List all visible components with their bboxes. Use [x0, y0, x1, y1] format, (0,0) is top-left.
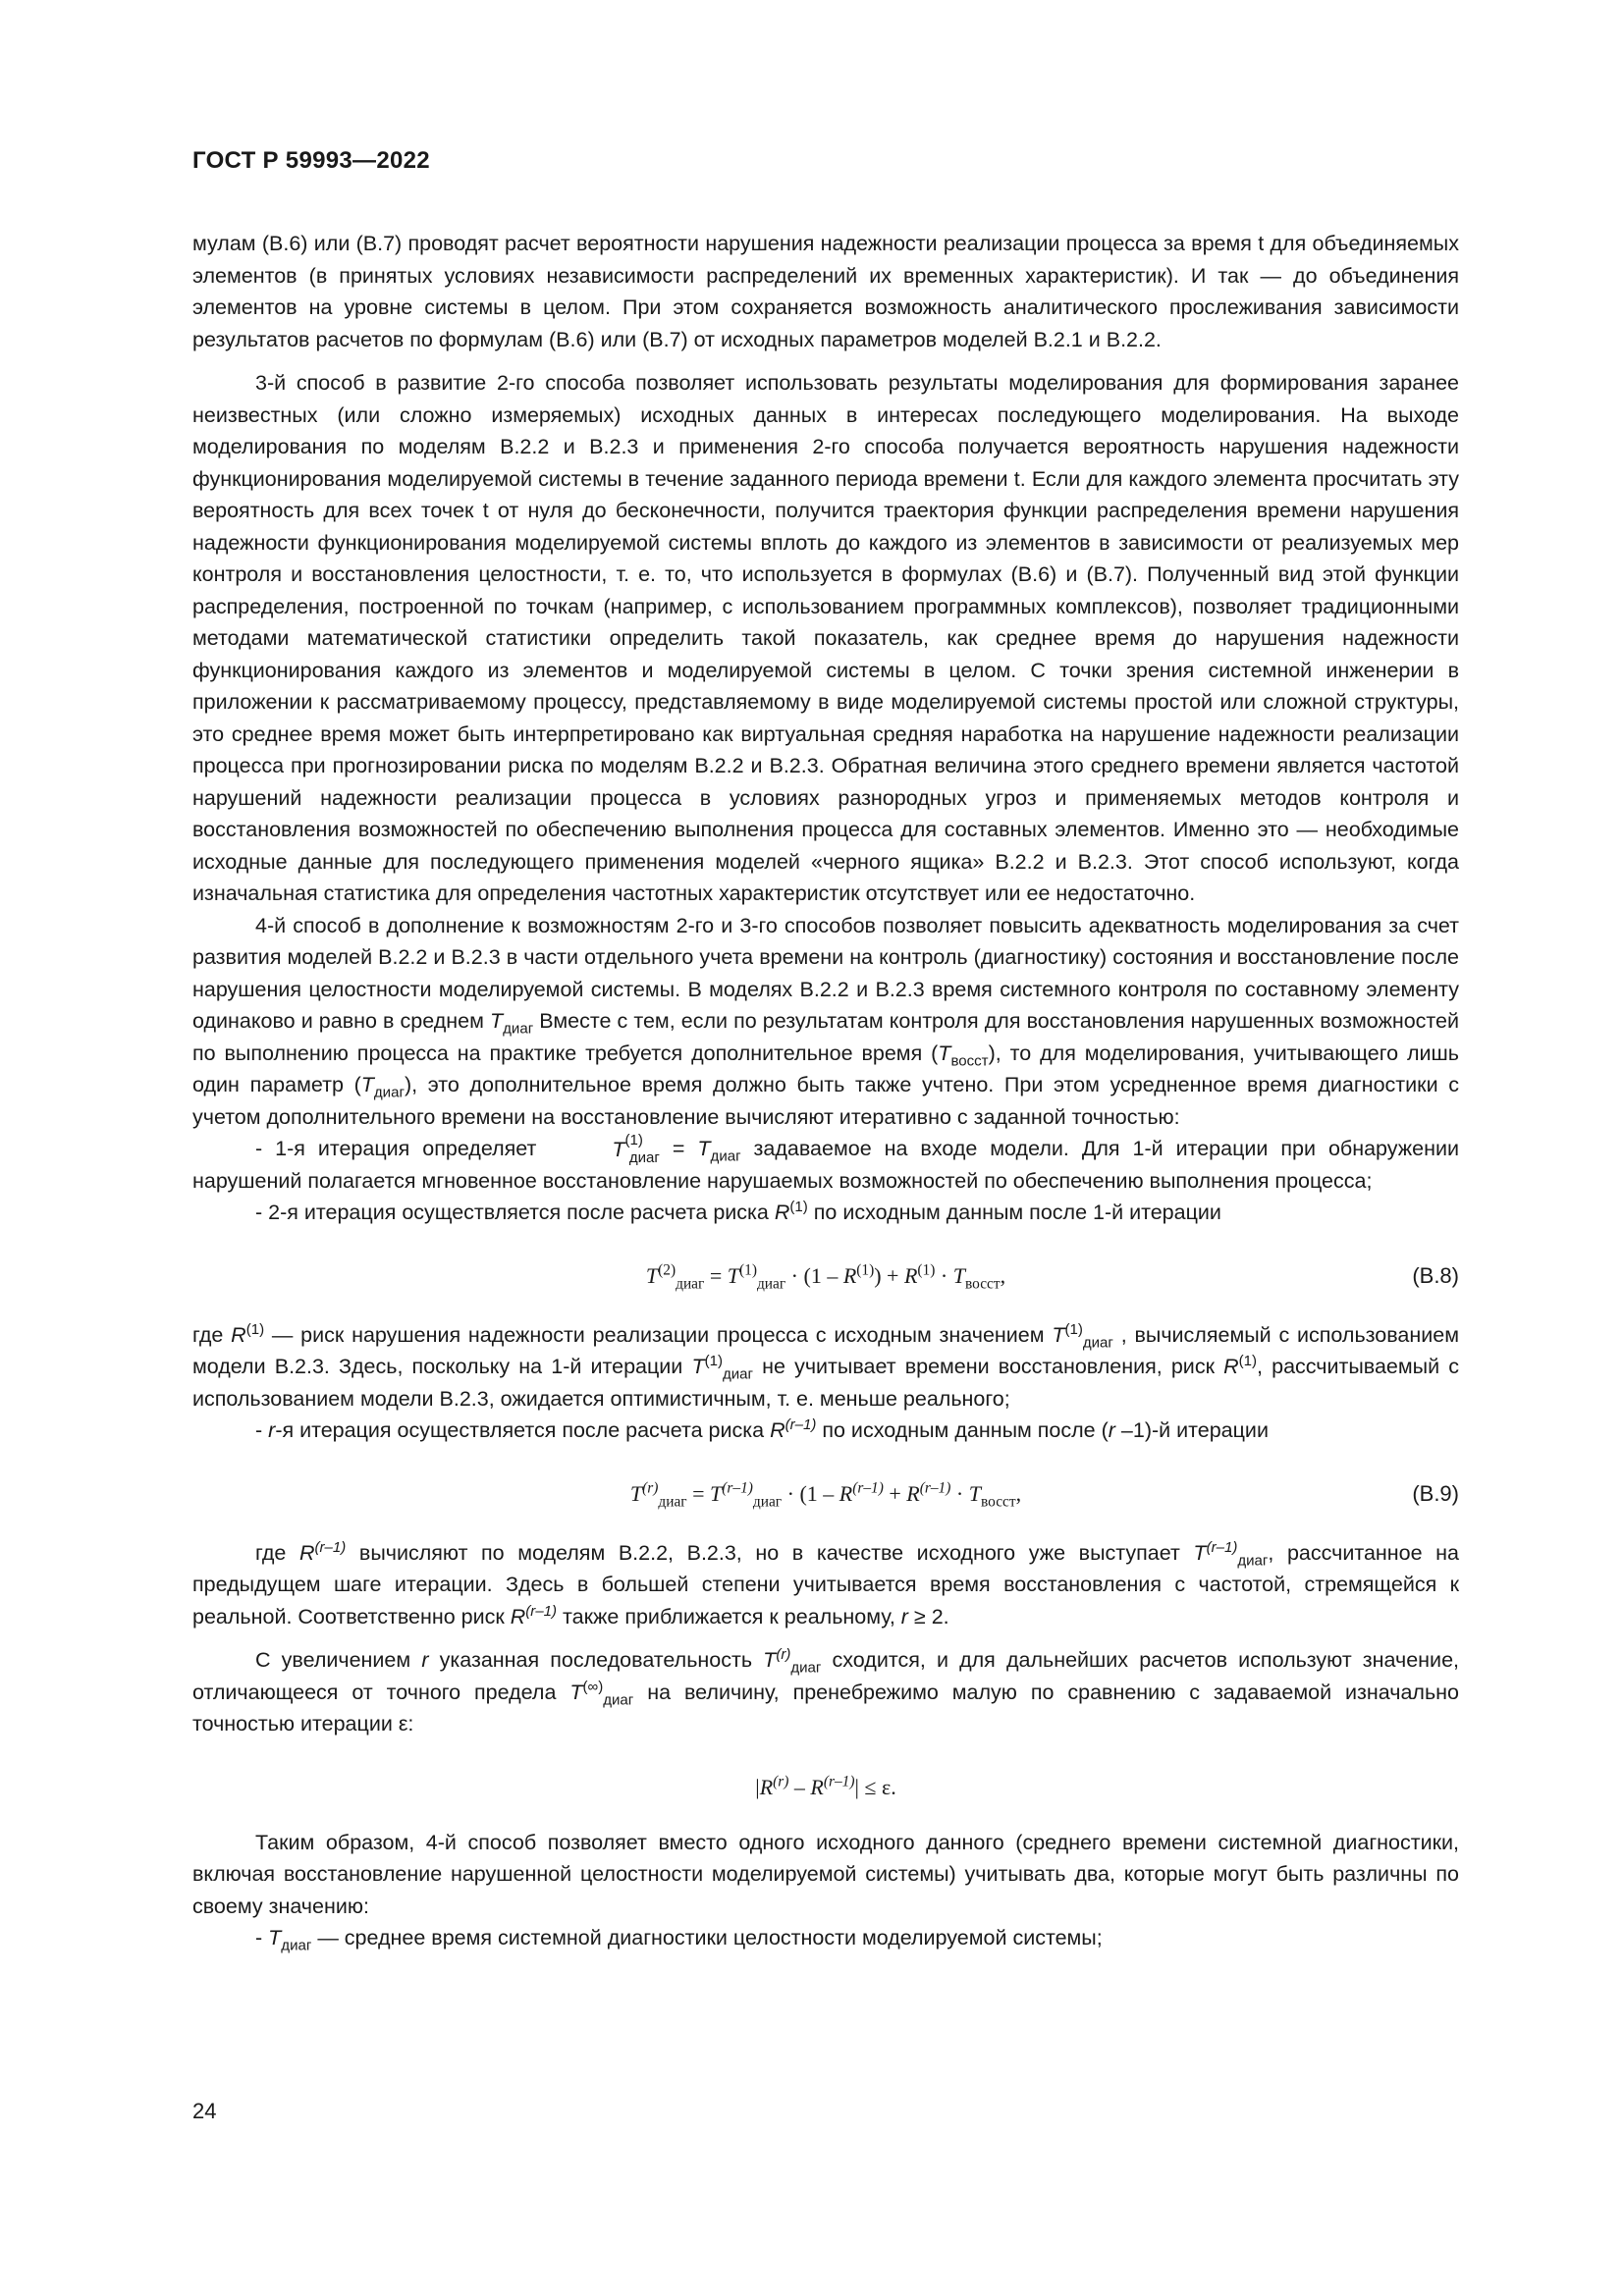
- formula-epsilon-expression: $|R^{(r)} - R^{(r-1)}| \le \varepsilon$.: [755, 1773, 896, 1799]
- paragraph-method-3: 3-й способ в развитие 2-го способа позволяет использовать результаты моделирования для формирования заранее неизвестных (или сложно измеряемых) исходных данных в интересах последующего моделирования. На выходе моделирования по моделям В.2.2 и В.2.3 и применения 2-го способа получается вероятность нарушения надежности функционирования моделируемой системы в течение заданного периода времени t. Если для каждого элемента просчитать эту вероятность для всех точек t от нуля до бесконечности, получится траектория функции распределения времени нарушения надежности функционирования моделируемой системы вплоть до каждого из элементов в зависимости от реализуемых мер контроля и восстановления целостности, т. е. то, что используется в формулах (В.6) и (В.7). Полученный вид этой функции распределения, построенной по точкам (например, с использованием программных комплексов), позволяет традиционными методами математической статистики определить такой показатель, как среднее время до нарушения надежности функционирования каждого из элементов и моделируемой системы в целом. С точки зрения системной инженерии в приложении к рассматриваемому процессу, представляемому в виде моделируемой системы простой или сложной структуры, это среднее время может быть интерпретировано как виртуальная средняя наработка на нарушение надежности реализации процесса при прогнозировании риска по моделям В.2.2 и В.2.3. Обратная величина этого среднего времени является частотой нарушений надежности реализации процесса в условиях разнородных угроз и применяемых методов контроля и восстановления возможностей по обеспечению выполнения процесса для составных элементов. Именно это — необходимые исходные данные для последующего применения моделей «черного ящика» В.2.2 и В.2.3. Этот способ используют, когда изначальная статистика для определения частотных характеристик отсутствует или ее недостаточно.: [192, 371, 1459, 905]
- formula-b9-expression: $T^{(r)}_{диаг} = T^{(r-1)}_{диаг} \cdot (1 - R^{(r-1)} + R^{(r-1)} \cdot T_{восст}$,: [629, 1479, 1022, 1510]
- paragraph-summary: Таким образом, 4-й способ позволяет вместо одного исходного данного (среднего времени системной диагностики, включая восстановление нарушенной целостности моделируемой системы) учитывать два, которые могут быть различны по своему значению:: [192, 1830, 1459, 1918]
- list-item-iteration-r: - r-я итерация осуществляется после расчета риска $R^{(r-1)}$ по исходным данным после (r –1)-й итерации: [255, 1415, 1269, 1442]
- list-item-iteration-1: - 1-я итерация определяет $T^{(1)}_{диаг} = T_{диаг}$ задаваемое на входе модели. Для 1-й итерации при обнаружении нарушений полагается мгновенное восстановление нарушаемых возможностей по обеспечению выполнения процесса;: [192, 1131, 1459, 1193]
- formula-b8-number: (В.8): [1412, 1262, 1459, 1288]
- formula-b8-expression: $T^{(2)}_{диаг} = T^{(1)}_{диаг} \cdot (1 - R^{(1)}) + R^{(1)} \cdot T_{восст}$,: [645, 1261, 1006, 1292]
- paragraph-where-2: где $R^{(r-1)}$ вычисляют по моделям В.2.2, В.2.3, но в качестве исходного уже выступает $T^{(r-1)}_{диаг}$, рассчитанное на предыдущем шаге итерации. Здесь в большей степени учитывается время восстановления с частотой, стремящейся к реальной. Соответственно риск $R^{(r-1)}$ также приближается к реальному, r ≥ 2.: [192, 1538, 1459, 1629]
- document-body: [192, 228, 1459, 1954]
- formula-epsilon: [192, 1762, 1459, 1815]
- document-header: ГОСТ Р 59993—2022: [192, 147, 430, 174]
- paragraph-where-1: где $R^{(1)}$ — риск нарушения надежности реализации процесса с исходным значением $T^{(1)}_{диаг}$ , вычисляемый с использованием модели В.2.3. Здесь, поскольку на 1-й итерации $T^{(1)}_{диаг}$ не учитывает времени восстановления, риск $R^{(1)}$, рассчитываемый с использованием модели В.2.3, ожидается оптимистичным, т. е. меньше реального;: [192, 1320, 1459, 1411]
- paragraph-convergence: С увеличением r указанная последовательность $T^{(r)}_{диаг}$ сходится, и для дальнейших расчетов используют значение, отличающееся от точного предела $T^{(\infty)}_{диаг}$ на величину, пренебрежимо малую по сравнению с задаваемой изначально точностью итерации ε:: [192, 1645, 1460, 1735]
- formula-b8: [192, 1251, 1459, 1308]
- formula-b9: [192, 1468, 1459, 1525]
- formula-b9-number: (В.9): [1412, 1480, 1459, 1506]
- paragraph-continuation: мулам (В.6) или (В.7) проводят расчет вероятности нарушения надежности реализации процесса за время t для объединяемых элементов (в принятых условиях независимости распределений их временных характеристик). И так — до объединения элементов на уровне системы в целом. При этом сохраняется возможность аналитического прослеживания зависимости результатов расчетов по формулам (В.6) или (В.7) от исходных параметров моделей В.2.1 и В.2.2.: [192, 232, 1459, 351]
- list-item-t-diag: - $T_{диаг}$ — среднее время системной диагностики целостности моделируемой системы;: [255, 1926, 1103, 1954]
- list-item-iteration-2: - 2-я итерация осуществляется после расчета риска $R^{(1)}$ по исходным данным после 1-й итерации: [255, 1198, 1221, 1224]
- page-number: 24: [192, 2099, 217, 2123]
- paragraph-method-4: 4-й способ в дополнение к возможностям 2-го и 3-го способов позволяет повысить адекватность моделирования за счет развития моделей В.2.2 и В.2.3 в части отдельного учета времени на контроль (диагностику) состояния и восстановление после нарушения целостности моделируемой системы. В моделях В.2.2 и В.2.3 время системного контроля по составному элементу одинаково и равно в среднем $T_{диаг}$ Вместе с тем, если по результатам контроля для восстановления нарушенных возможностей по выполнению процесса на практике требуется дополнительное время $(T_{восст})$, то для моделирования, учитывающего лишь один параметр $(T_{диаг})$, это дополнительное время должно быть также учтено. При этом усредненное время диагностики с учетом дополнительного времени на восстановление вычисляют итеративно с заданной точностью:: [192, 913, 1459, 1129]
